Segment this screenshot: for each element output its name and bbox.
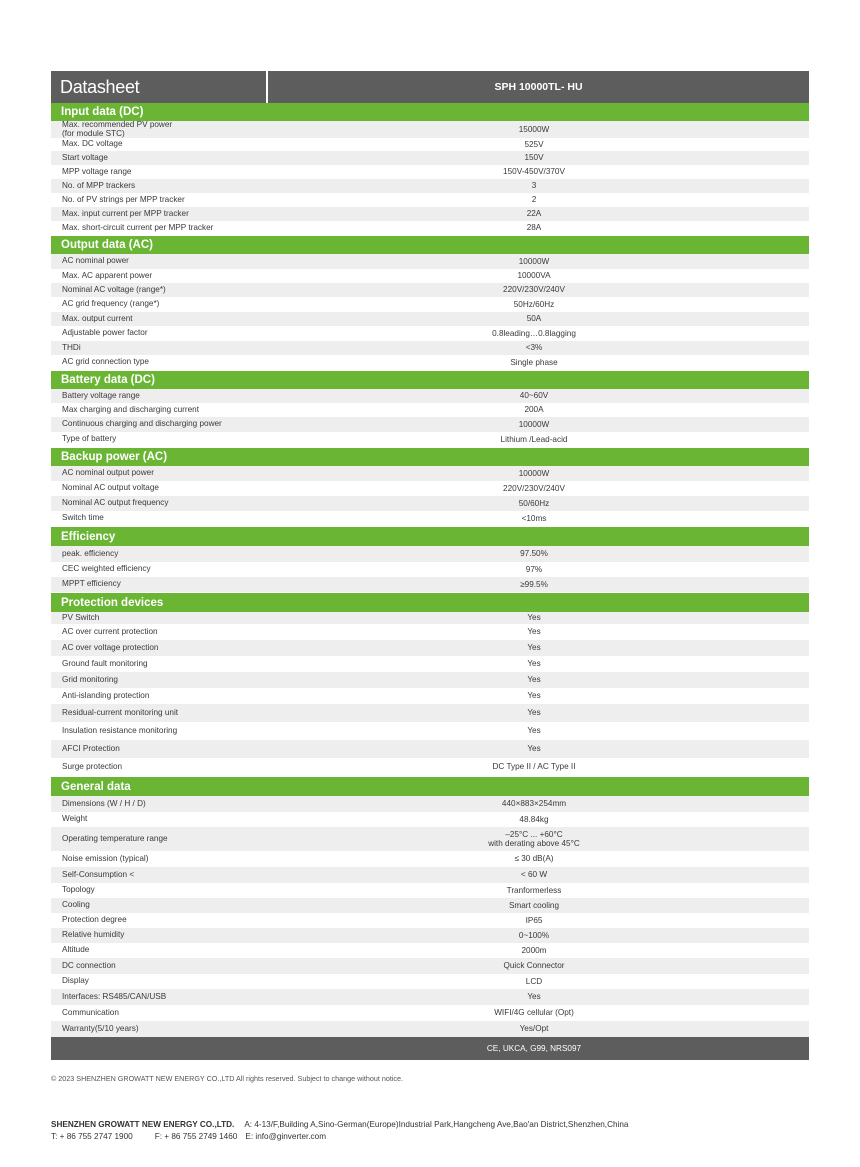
spec-label: AC over current protection bbox=[62, 626, 158, 636]
company-address: A: 4-13/F,Building A,Sino-German(Europe)Industrial Park,Hangcheng Ave,Bao'an District,Shenzhen,China bbox=[244, 1120, 629, 1129]
spec-row bbox=[51, 640, 809, 656]
spec-value: 3 bbox=[531, 181, 537, 191]
spec-label: Nominal AC output frequency bbox=[62, 498, 169, 508]
spec-label: Display bbox=[62, 976, 89, 986]
company-email: E: info@ginverter.com bbox=[245, 1132, 327, 1141]
spec-label: Anti-islanding protection bbox=[62, 690, 150, 700]
spec-label: Max. short-circuit current per MPP tracker bbox=[62, 222, 214, 232]
spec-value: 150V-450V/370V bbox=[503, 167, 565, 177]
spec-label: Max. AC apparent power bbox=[62, 270, 153, 280]
spec-label: Adjustable power factor bbox=[62, 328, 148, 338]
datasheet-title: Datasheet bbox=[51, 71, 268, 103]
spec-row bbox=[51, 704, 809, 722]
spec-value: Yes bbox=[527, 744, 541, 754]
spec-label: Self-Consumption < bbox=[62, 869, 135, 879]
spec-label: AC nominal power bbox=[62, 256, 129, 266]
spec-value: –25°C ... +60°C with derating above 45°C bbox=[488, 829, 580, 848]
spec-label: Operating temperature range bbox=[62, 833, 168, 843]
copyright-notice: © 2023 SHENZHEN GROWATT NEW ENERGY CO.,LTD All rights reserved. Subject to change without notice. bbox=[51, 1074, 404, 1083]
spec-value: 10000W bbox=[518, 419, 550, 429]
spec-value: 150V bbox=[524, 153, 544, 163]
spec-label: Max. recommended PV power (for module STC) bbox=[62, 119, 173, 138]
spec-label: MPP voltage range bbox=[62, 166, 132, 176]
spec-value: Yes/Opt bbox=[519, 1024, 549, 1034]
spec-label: Cooling bbox=[62, 900, 90, 910]
spec-value: 97.50% bbox=[520, 549, 548, 559]
spec-row bbox=[51, 403, 809, 417]
spec-value: Lithium /Lead-acid bbox=[500, 434, 568, 444]
company-fax: F: + 86 755 2749 1460 bbox=[154, 1132, 238, 1141]
spec-label: MPPT efficiency bbox=[62, 579, 121, 589]
spec-label: Surge protection bbox=[62, 761, 123, 771]
spec-row bbox=[51, 466, 809, 481]
spec-row bbox=[51, 179, 809, 193]
datasheet-header bbox=[51, 71, 809, 103]
spec-value: Yes bbox=[527, 675, 541, 685]
spec-value: Yes bbox=[527, 627, 541, 637]
spec-row bbox=[51, 562, 809, 577]
spec-value: 50A bbox=[526, 314, 542, 324]
spec-row bbox=[51, 297, 809, 312]
spec-value: 440×883×254mm bbox=[501, 799, 567, 809]
spec-value: Quick Connector bbox=[503, 961, 565, 971]
spec-label: Noise emission (typical) bbox=[62, 853, 149, 863]
spec-row bbox=[51, 151, 809, 165]
spec-label: AC nominal output power bbox=[62, 468, 154, 478]
spec-value: 28A bbox=[526, 223, 542, 233]
model-name: SPH 10000TL- HU bbox=[494, 81, 583, 93]
spec-value: 97% bbox=[525, 564, 543, 574]
spec-value: Smart cooling bbox=[508, 900, 560, 910]
spec-value: Yes bbox=[527, 726, 541, 736]
datasheet-table bbox=[51, 71, 809, 1060]
spec-value: IP65 bbox=[525, 915, 543, 925]
spec-value: Yes bbox=[527, 992, 541, 1002]
spec-label: Communication bbox=[62, 1007, 119, 1017]
spec-value: Single phase bbox=[510, 357, 558, 367]
spec-value: ≥99.5% bbox=[520, 579, 548, 589]
spec-label: No. of PV strings per MPP tracker bbox=[62, 194, 185, 204]
spec-row bbox=[51, 341, 809, 355]
spec-row bbox=[51, 355, 809, 370]
spec-label: Topology bbox=[62, 885, 95, 895]
spec-label: Continuous charging and discharging power bbox=[62, 419, 222, 429]
spec-value: 2000m bbox=[521, 945, 547, 955]
spec-label: Interfaces: RS485/CAN/USB bbox=[62, 991, 167, 1001]
spec-row bbox=[51, 958, 809, 974]
spec-row bbox=[51, 138, 809, 151]
section-header: Backup power (AC) bbox=[51, 448, 809, 466]
section-header: Input data (DC) bbox=[51, 103, 809, 121]
section-header: Output data (AC) bbox=[51, 236, 809, 254]
company-name: SHENZHEN GROWATT NEW ENERGY CO.,LTD. bbox=[51, 1120, 235, 1129]
spec-row bbox=[51, 851, 809, 867]
spec-label: Max charging and discharging current bbox=[62, 404, 199, 414]
spec-value: <10ms bbox=[521, 513, 547, 523]
spec-row bbox=[51, 221, 809, 235]
spec-row bbox=[51, 283, 809, 297]
spec-value: 2 bbox=[531, 195, 537, 205]
spec-value: 10000W bbox=[518, 468, 550, 478]
spec-value: 200A bbox=[524, 405, 544, 415]
spec-row bbox=[51, 624, 809, 640]
spec-row bbox=[51, 883, 809, 898]
spec-label: Insulation resistance monitoring bbox=[62, 725, 178, 735]
spec-label: AC grid connection type bbox=[62, 357, 149, 367]
spec-row bbox=[51, 389, 809, 403]
spec-label: Grid monitoring bbox=[62, 674, 118, 684]
spec-label: PV Switch bbox=[62, 612, 100, 622]
spec-value: < 60 W bbox=[520, 870, 548, 880]
spec-row bbox=[51, 722, 809, 740]
datasheet-body bbox=[51, 103, 809, 1037]
spec-label: Max. input current per MPP tracker bbox=[62, 208, 189, 218]
spec-value: DC Type II / AC Type II bbox=[492, 762, 576, 772]
spec-row bbox=[51, 207, 809, 221]
section-header: Protection devices bbox=[51, 593, 809, 612]
certifications: CE, UKCA, G99, NRS097 bbox=[486, 1044, 582, 1053]
spec-value: Yes bbox=[527, 643, 541, 653]
spec-value: 50/60Hz bbox=[518, 498, 550, 508]
spec-value: Tranformerless bbox=[506, 885, 562, 895]
spec-value: 10000VA bbox=[517, 271, 551, 281]
spec-label: Max. output current bbox=[62, 313, 133, 323]
spec-value: Yes bbox=[527, 613, 541, 623]
spec-value: <3% bbox=[525, 343, 543, 353]
spec-row bbox=[51, 269, 809, 283]
spec-value: 220V/230V/240V bbox=[503, 483, 565, 493]
spec-row bbox=[51, 928, 809, 943]
spec-row bbox=[51, 254, 809, 269]
spec-row bbox=[51, 612, 809, 624]
spec-label: AFCI Protection bbox=[62, 743, 120, 753]
spec-row bbox=[51, 740, 809, 758]
spec-label: Ground fault monitoring bbox=[62, 658, 148, 668]
section-header: Battery data (DC) bbox=[51, 371, 809, 389]
spec-row bbox=[51, 326, 809, 341]
spec-row bbox=[51, 672, 809, 688]
spec-label: Residual-current monitoring unit bbox=[62, 707, 179, 717]
spec-value: Yes bbox=[527, 659, 541, 669]
spec-row bbox=[51, 688, 809, 704]
spec-row bbox=[51, 1005, 809, 1021]
spec-label: Relative humidity bbox=[62, 930, 125, 940]
spec-row bbox=[51, 913, 809, 928]
spec-row bbox=[51, 1021, 809, 1037]
spec-value: Yes bbox=[527, 691, 541, 701]
company-info bbox=[51, 1119, 628, 1143]
spec-label: AC grid frequency (range*) bbox=[62, 299, 160, 309]
spec-value: 220V/230V/240V bbox=[503, 285, 565, 295]
spec-label: Protection degree bbox=[62, 915, 127, 925]
certification-row bbox=[51, 1037, 809, 1060]
spec-label: Altitude bbox=[62, 945, 90, 955]
spec-value: 48.84kg bbox=[519, 814, 549, 824]
spec-value: 50Hz/60Hz bbox=[513, 299, 555, 309]
spec-row bbox=[51, 577, 809, 592]
spec-value: 10000W bbox=[518, 256, 550, 266]
spec-row bbox=[51, 496, 809, 511]
spec-row bbox=[51, 989, 809, 1005]
spec-value: 0~100% bbox=[518, 930, 550, 940]
spec-value: 0.8leading…0.8lagging bbox=[492, 328, 576, 338]
spec-label: Dimensions (W / H / D) bbox=[62, 798, 146, 808]
spec-row bbox=[51, 974, 809, 989]
spec-label: Max. DC voltage bbox=[62, 139, 123, 149]
spec-label: peak. efficiency bbox=[62, 548, 119, 558]
spec-label: Switch time bbox=[62, 513, 104, 523]
spec-value: Yes bbox=[527, 708, 541, 718]
section-header: General data bbox=[51, 777, 809, 796]
spec-row bbox=[51, 867, 809, 883]
spec-label: Nominal AC output voltage bbox=[62, 483, 159, 493]
spec-value: 15000W bbox=[518, 124, 550, 134]
spec-row bbox=[51, 432, 809, 447]
spec-label: Weight bbox=[62, 814, 88, 824]
spec-row bbox=[51, 812, 809, 827]
spec-row bbox=[51, 796, 809, 812]
spec-value: ≤ 30 dB(A) bbox=[514, 854, 554, 864]
spec-row bbox=[51, 656, 809, 672]
spec-label: Type of battery bbox=[62, 434, 117, 444]
spec-value: 40~60V bbox=[519, 391, 549, 401]
spec-row bbox=[51, 943, 809, 958]
spec-label: Start voltage bbox=[62, 152, 108, 162]
spec-label: Battery voltage range bbox=[62, 390, 140, 400]
spec-label: THDi bbox=[62, 342, 81, 352]
spec-row bbox=[51, 546, 809, 562]
spec-label: CEC weighted efficiency bbox=[62, 564, 151, 574]
spec-row bbox=[51, 417, 809, 432]
section-header: Efficiency bbox=[51, 527, 809, 546]
spec-value: 525V bbox=[524, 139, 544, 149]
company-tel: T: + 86 755 2747 1900 bbox=[51, 1132, 133, 1141]
spec-label: No. of MPP trackers bbox=[62, 180, 136, 190]
spec-row bbox=[51, 481, 809, 496]
spec-row bbox=[51, 312, 809, 326]
spec-row bbox=[51, 511, 809, 526]
spec-row bbox=[51, 758, 809, 776]
spec-value: 22A bbox=[526, 209, 542, 219]
spec-row bbox=[51, 898, 809, 913]
spec-value: WIFI/4G cellular (Opt) bbox=[494, 1008, 574, 1018]
spec-value: LCD bbox=[525, 976, 543, 986]
spec-label: DC connection bbox=[62, 960, 116, 970]
spec-row bbox=[51, 165, 809, 179]
spec-label: AC over voltage protection bbox=[62, 642, 159, 652]
spec-row bbox=[51, 193, 809, 207]
spec-label: Nominal AC voltage (range*) bbox=[62, 284, 166, 294]
spec-row bbox=[51, 827, 809, 851]
spec-label: Warranty(5/10 years) bbox=[62, 1023, 139, 1033]
spec-row bbox=[51, 121, 809, 138]
